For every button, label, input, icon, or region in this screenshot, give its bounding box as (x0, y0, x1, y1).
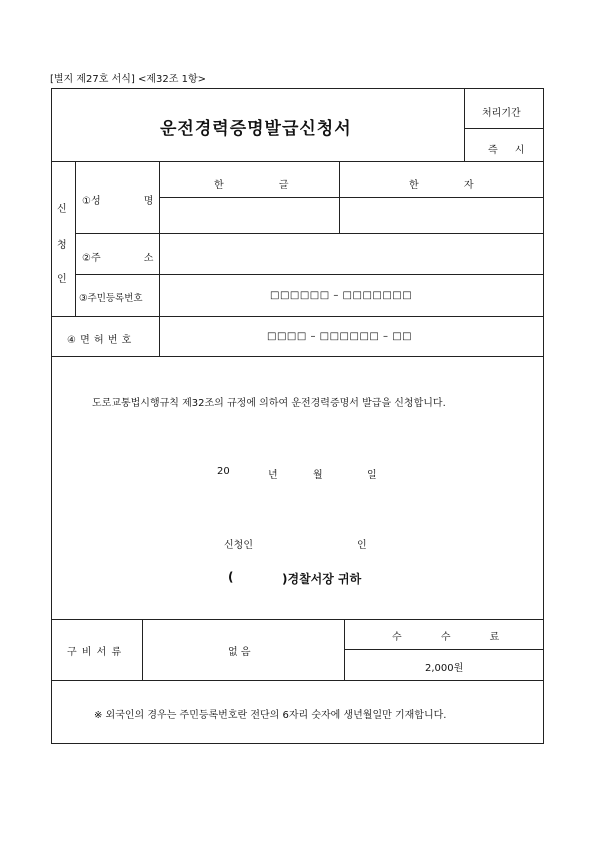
fee-sub-divider (344, 649, 544, 650)
addressee-text: )경찰서장 귀하 (282, 572, 362, 586)
addressee-open-paren: ( (228, 570, 234, 584)
date-year-label: 년 (268, 470, 278, 481)
date-year-prefix: 20 (217, 466, 230, 477)
license-row-divider (51, 356, 544, 357)
title-row-divider (51, 161, 544, 162)
applicant-section-char-3: 인 (57, 274, 67, 285)
name-hangul-field[interactable] (161, 199, 337, 231)
documents-label-divider (142, 619, 143, 680)
name-hanja-field[interactable] (341, 199, 542, 231)
name-sub-divider (159, 197, 544, 198)
processing-period-value: 즉 시 (488, 145, 525, 156)
name-label: ①성 명 (82, 196, 154, 207)
hangul-label: 한 글 (214, 180, 289, 191)
address-field[interactable] (161, 235, 542, 272)
required-documents-value: 없 음 (228, 647, 251, 658)
police-station-field[interactable] (238, 568, 280, 586)
applicant-section-char-1: 신 (57, 204, 67, 215)
hanja-label: 한 자 (409, 180, 474, 191)
date-month-label: 월 (313, 470, 323, 481)
date-day-label: 일 (367, 470, 377, 481)
fee-value: 2,000원 (425, 663, 464, 674)
applicant-section-char-2: 청 (57, 240, 67, 251)
hangul-hanja-divider (339, 161, 340, 233)
fee-column-divider (344, 619, 345, 680)
required-documents-label: 구 비 서 류 (67, 647, 123, 658)
foreigner-footnote: ※ 외국인의 경우는 주민등록번호란 전단의 6자리 숫자에 생년월일만 기재합니다. (94, 710, 447, 721)
address-row-divider (75, 274, 544, 275)
form-title: 운전경력증명발급신청서 (160, 119, 352, 139)
field-label-column-divider (159, 161, 160, 356)
processing-column-divider (464, 88, 465, 161)
license-number-field[interactable]: □□□□ – □□□□□□ – □□ (267, 331, 413, 342)
applicant-section-divider (51, 316, 544, 317)
form-number-note: [별지 제27호 서식] <제32조 1항> (50, 74, 207, 85)
application-statement: 도로교통법시행규칙 제32조의 규정에 의하여 운전경력증명서 발급을 신청합니다. (92, 398, 446, 409)
address-label: ②주 소 (82, 253, 154, 264)
fee-label: 수 수 료 (392, 632, 500, 643)
statement-section-divider (51, 619, 544, 620)
rrn-label: ③주민등록번호 (79, 293, 143, 304)
rrn-field[interactable]: □□□□□□ – □□□□□□□ (270, 290, 413, 301)
processing-period-label: 처리기간 (482, 108, 521, 119)
name-row-divider (75, 233, 544, 234)
processing-divider (464, 128, 544, 129)
signature-seal-label: 인 (357, 540, 367, 551)
documents-row-divider (51, 680, 544, 681)
signature-applicant-label: 신청인 (224, 540, 253, 551)
applicant-label-column-divider (75, 161, 76, 316)
license-number-label: ④ 면 허 번 호 (67, 335, 132, 346)
